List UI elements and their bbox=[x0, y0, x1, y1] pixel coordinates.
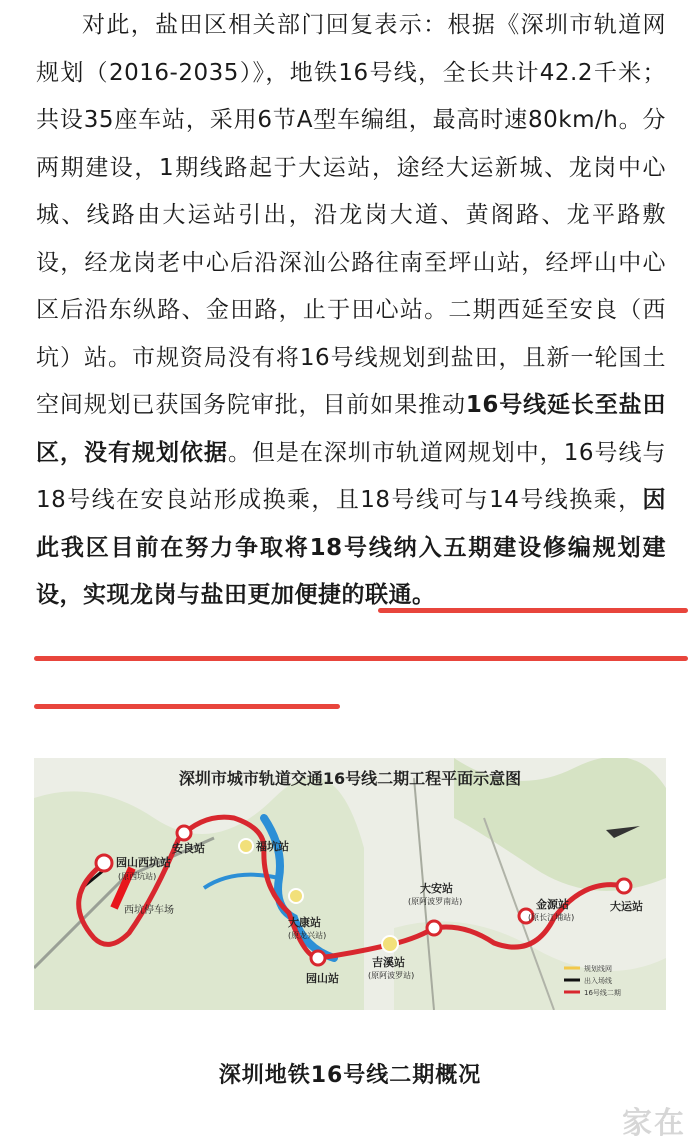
label-yuanshan: 园山站 bbox=[306, 972, 339, 985]
station-dakang bbox=[289, 889, 303, 903]
label-jixi: 吉溪站 bbox=[372, 956, 405, 969]
map-title: 深圳市城市轨道交通16号线二期工程平面示意图 bbox=[178, 769, 522, 788]
figure-caption: 深圳地铁16号线二期概况 bbox=[218, 1063, 482, 1088]
legend-depot-line: 出入场线 bbox=[584, 977, 612, 985]
label-yuanshan-xikeng: 园山西坑站 bbox=[116, 856, 171, 869]
station-fukeng bbox=[239, 839, 253, 853]
label-yuanshan-xikeng-old: (原西坑站) bbox=[118, 872, 157, 881]
station-da-an bbox=[427, 921, 441, 935]
label-da-an-old: (原阿波罗南站) bbox=[408, 897, 463, 906]
highlighted-statement: 因此我区目前在努力争取将18号线纳入五期建设修编规划建设，实现龙岗与盐田更加便捷的联通。 bbox=[36, 487, 666, 608]
paragraph-start: 对此，盐田区相关部门回复表示：根据《深圳市轨道网规划（2016-2035）》，地铁16号线，全长共计42.2千米；共设35座车站，采用6节A型车编组，最高时速80km/h。分两期建设，1期线路起于大运站，途经大运新城、龙岗中心城、线路由大运站引出，沿龙岗大道、黄阁路、龙平路敷设，经龙岗老中心后沿深汕公路往南至坪山站，经坪山中心区后沿东纵路、金田路，止于田心站。二期西延至安良（西坑）站。市规资局没有将16号线规划到盐田，且新一轮国土空间规划已获国务院审批，目前如果推动 bbox=[36, 12, 666, 418]
label-dakang: 大康站 bbox=[288, 916, 321, 929]
label-dakang-old: (原龙兴站) bbox=[288, 931, 327, 940]
legend-existing: 规划线网 bbox=[584, 965, 612, 973]
label-da-an: 大安站 bbox=[420, 882, 453, 895]
station-jixi bbox=[382, 936, 398, 952]
station-anliang bbox=[177, 826, 191, 840]
label-anliang: 安良站 bbox=[172, 842, 205, 855]
article-body bbox=[36, 2, 666, 620]
watermark-logo: 家在 bbox=[622, 1106, 686, 1141]
station-dayun bbox=[617, 879, 631, 893]
station-yuanshan bbox=[311, 951, 325, 965]
article-paragraph bbox=[36, 2, 666, 620]
label-jixi-old: (原阿波罗站) bbox=[368, 971, 415, 980]
highlight-underline-2 bbox=[34, 656, 688, 661]
legend-line16: 16号线二期 bbox=[584, 989, 621, 997]
route-map-svg bbox=[34, 758, 666, 1010]
station-yuanshan-xikeng bbox=[96, 855, 112, 871]
label-jinyuan: 金源站 bbox=[536, 898, 569, 911]
highlight-underline-3 bbox=[34, 704, 340, 709]
bold-no-basis: 16号线延长至盐田区，没有规划依据 bbox=[36, 392, 667, 466]
paragraph-middle: 。但是在深圳市轨道网规划中，16号线与18号线在安良站形成换乘，且18号线可与14号线换乘， bbox=[36, 439, 666, 513]
route-map bbox=[34, 758, 666, 1010]
label-dayun: 大运站 bbox=[610, 900, 643, 913]
label-jinyuan-old: (原长江埔站) bbox=[528, 913, 575, 922]
label-depot: 西坑停车场 bbox=[124, 905, 174, 916]
label-fukeng: 福坑站 bbox=[256, 840, 289, 853]
highlight-underline-1 bbox=[378, 608, 688, 613]
